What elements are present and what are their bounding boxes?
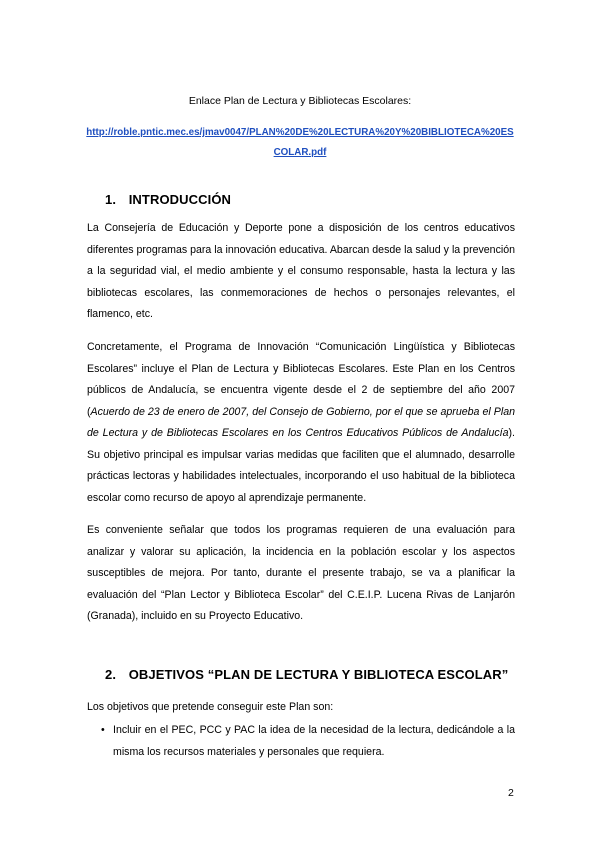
paragraph-intro: La Consejería de Educación y Deporte pone a disposición de los centros educativos diferentes programas para la innovación educativa. Abarcan desde la salud y la prevención a la seguridad vial, el medio ambiente y el consumo responsable, hasta la lectura y las bibliotecas escolares, las conmemoraciones de hechos o personajes relevantes, el flamenco, etc. [87, 222, 515, 320]
bullet-icon: • [101, 724, 105, 736]
link-intro-text: Enlace Plan de Lectura y Bibliotecas Escolares: [188, 95, 412, 107]
list-item [87, 720, 515, 763]
paragraph-italic-citation: Acuerdo de 23 de enero de 2007, del Consejo de Gobierno, por el que se aprueba el Plan de Lectura y de Bibliotecas Escolares en los Centros Educativos Públicos de Andalucía [87, 405, 515, 439]
plan-link[interactable]: http://roble.pntic.mec.es/jmav0047/PLAN%20DE%20LECTURA%20Y%20BIBLIOTECA%20ESCOLAR.pdf [86, 127, 514, 158]
paragraph-programa [87, 337, 515, 509]
section-number: 2. [105, 667, 117, 682]
list-item-text: Incluir en el PEC, PCC y PAC la idea de la necesidad de la lectura, dedicándole a la misma los recursos materiales y personales que requiera. [113, 724, 515, 758]
section-heading-introduccion [105, 192, 231, 207]
section-title: INTRODUCCIÓN [128, 192, 232, 207]
paragraph-evaluacion: Es conveniente señalar que todos los programas requieren de una evaluación para analizar y valorar su aplicación, la incidencia en la población escolar y los aspectos susceptibles de mejora. Por tanto, durante el presente trabajo, se va a planificar la evaluación del “Plan Lector y Biblioteca Escolar” del C.E.I.P. Lucena Rivas de Lanjarón (Granada), incluido en su Proyecto Educativo. [87, 524, 515, 622]
section-title: OBJETIVOS “PLAN DE LECTURA Y BIBLIOTECA ESCOLAR” [128, 667, 509, 682]
section-number: 1. [105, 192, 117, 207]
paragraph-objetivos-intro: Los objetivos que pretende conseguir este Plan son: [87, 701, 334, 713]
paragraph-text: ). Su objetivo principal es impulsar varias medidas que faciliten que el alumnado, desarrolle prácticas lectoras y habilidades intelectuales, incorporando el uso habitual de la biblioteca escolar como recurso de apoyo al aprendizaje permanente. [87, 427, 515, 504]
section-heading-objetivos [105, 667, 508, 682]
objectives-list [87, 720, 515, 763]
paragraph-text: Concretamente, el Programa de Innovación “Comunicación Lingüística y Bibliotecas Escolares” incluye el Plan de Lectura y Bibliotecas Escolares. Este Plan en los Centros públicos de Andalucía, se encuentra vigente desde el 2 de septiembre del año 2007 ( [87, 341, 515, 418]
page-number: 2 [508, 787, 514, 799]
